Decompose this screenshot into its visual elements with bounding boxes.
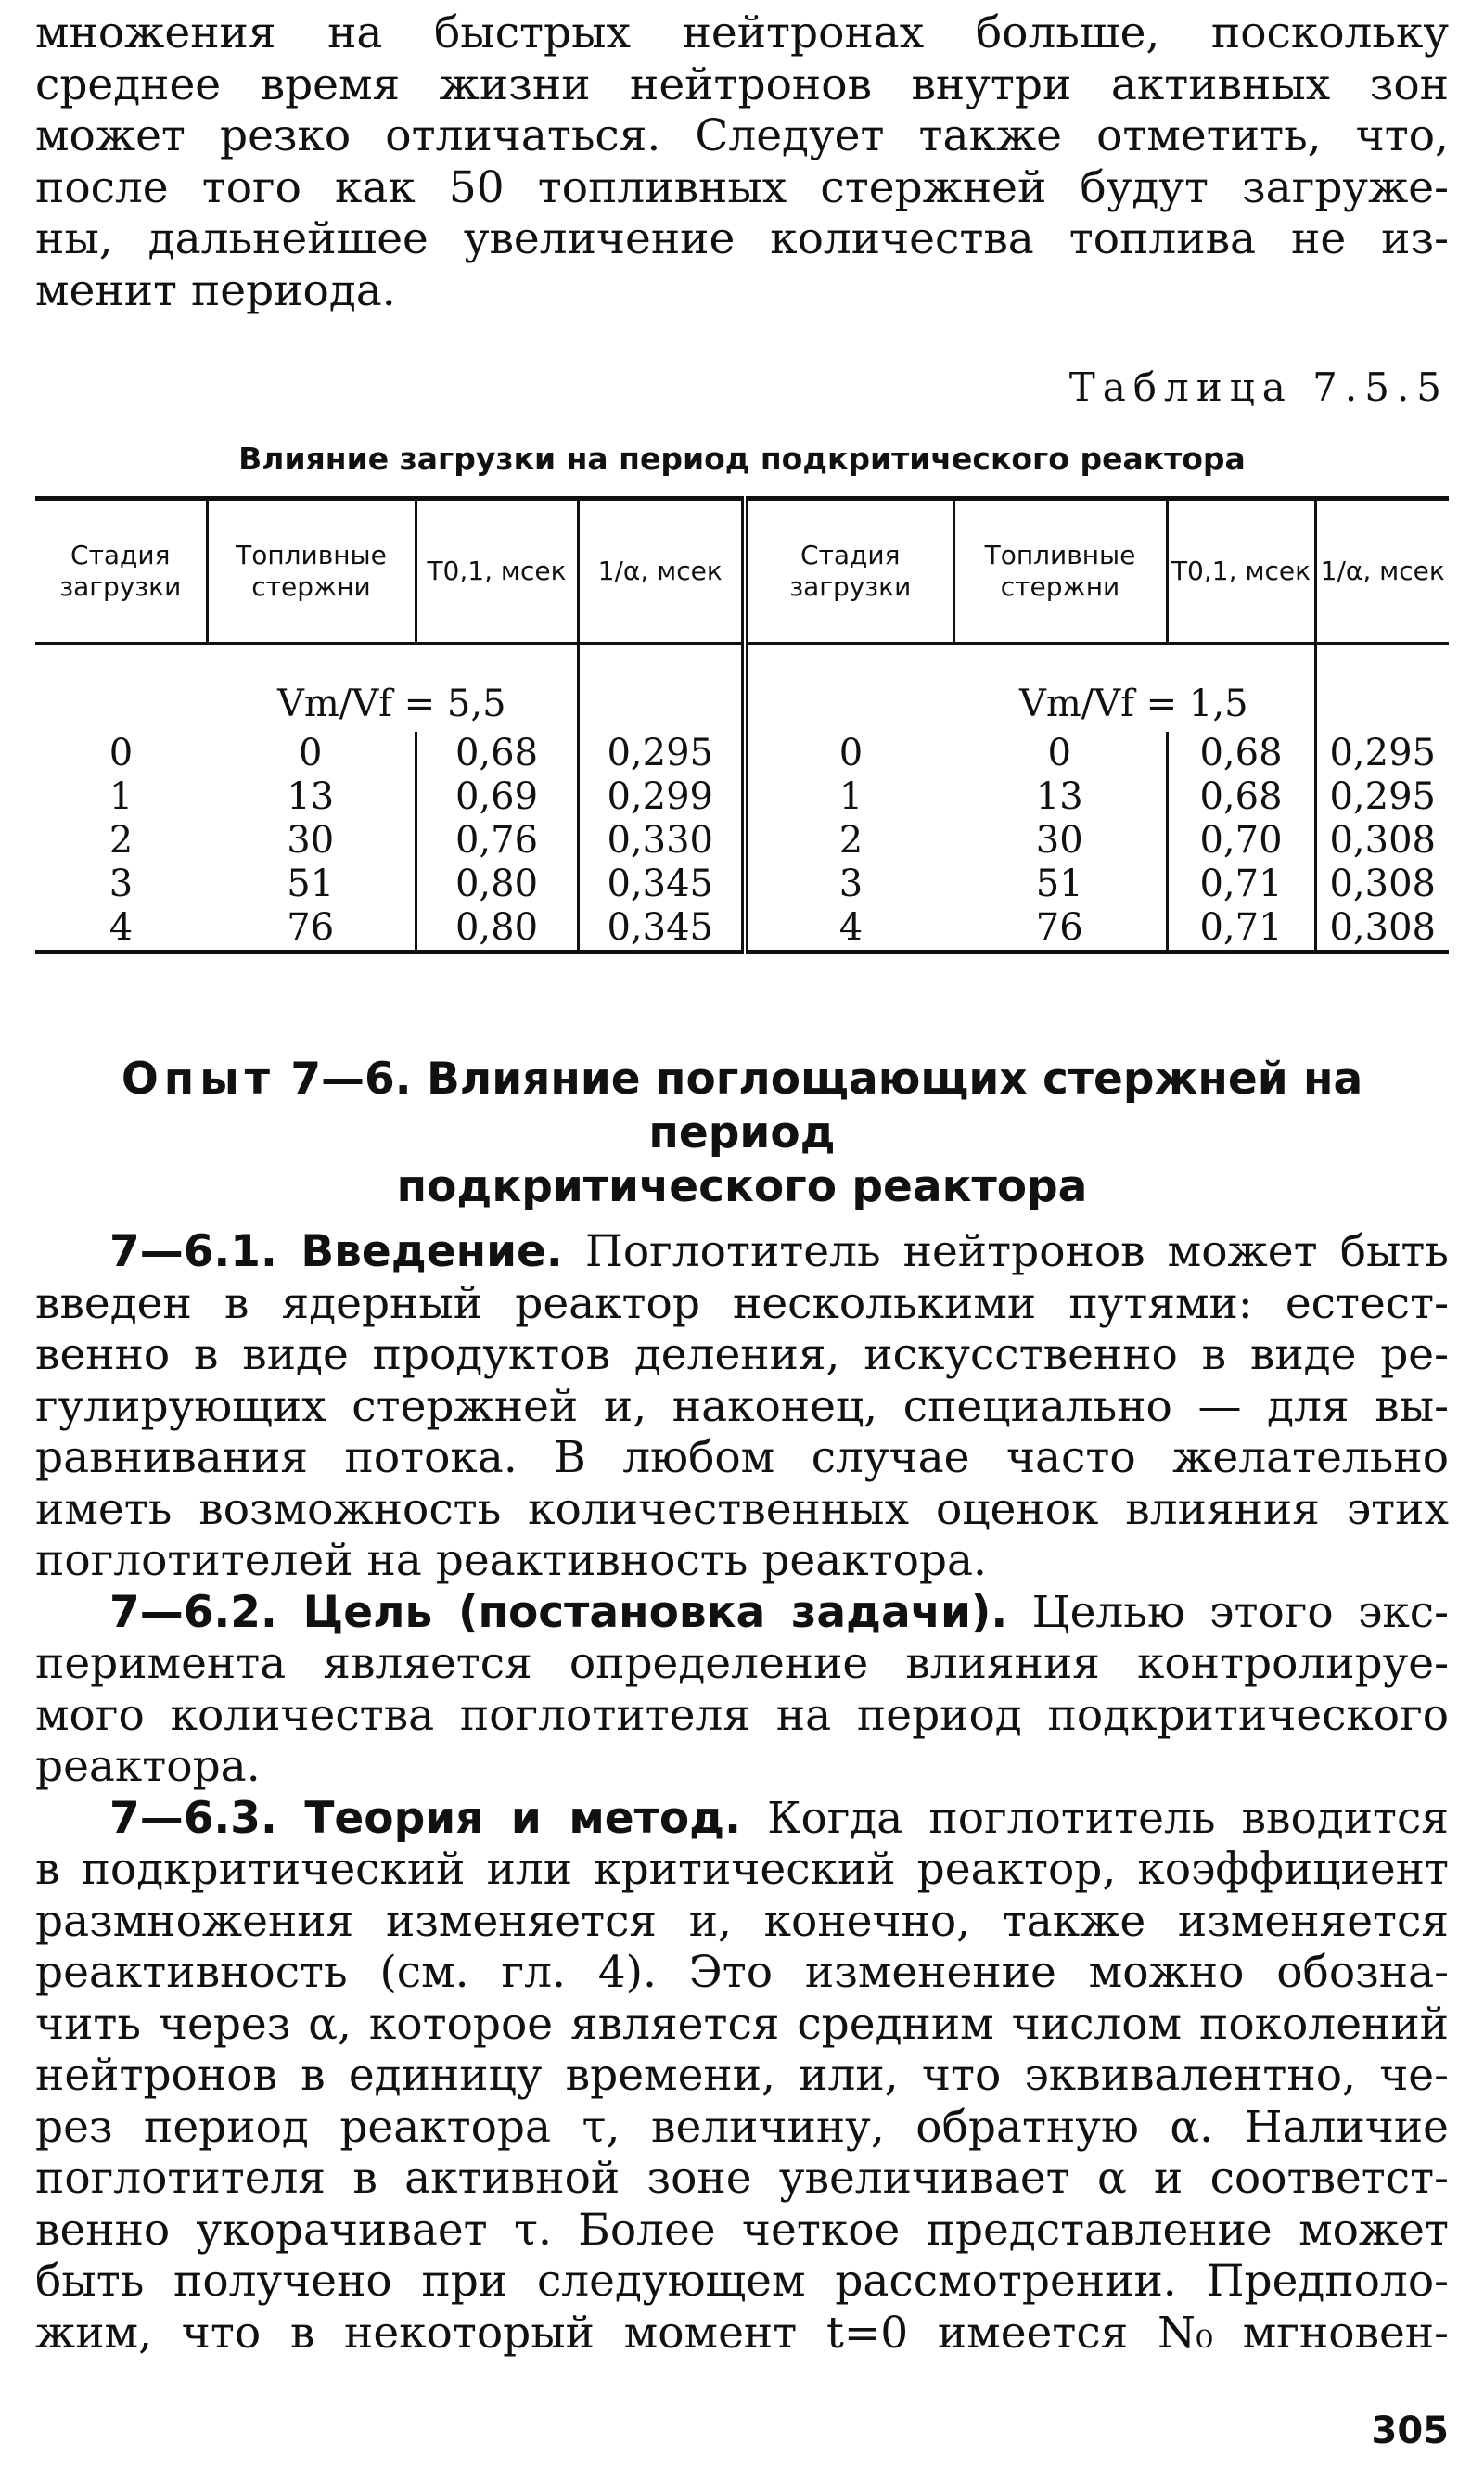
cell: 0 — [299, 732, 323, 774]
cell: 0,71 — [1167, 863, 1315, 906]
cell: 4 — [35, 906, 207, 953]
text-line: равнивания потока. В любом случае часто желательно — [35, 1432, 1449, 1483]
text-line: нейтронов в единицу времени, или, что эквивалентно, че- — [35, 2050, 1449, 2101]
text-line: гулирующих стержней и, наконец, специально — для вы- — [35, 1380, 1449, 1432]
text-line: множения на быстрых нейтронах больше, поскольку — [35, 7, 1449, 58]
text-line: в подкритический или критический реактор, коэффициент — [35, 1844, 1449, 1895]
table-row — [35, 863, 1449, 906]
cell: 2 — [109, 819, 134, 862]
cell: 0,308 — [1315, 863, 1449, 906]
section-heading — [35, 1053, 1449, 1214]
cell: 13 — [287, 775, 335, 818]
cell: 0,299 — [578, 775, 745, 819]
cell: 0,68 — [416, 732, 578, 775]
text-line: быть получено при следующем рассмотрении. Предполо- — [35, 2256, 1449, 2307]
data-table — [35, 496, 1449, 954]
table-header-row — [35, 499, 1449, 644]
text-line: рез период реактора τ, величину, обратную α. Наличие — [35, 2101, 1449, 2153]
cell: 13 — [1035, 775, 1083, 818]
cell: 0,80 — [416, 863, 578, 906]
cell: 0,69 — [416, 775, 578, 819]
page-number: 305 — [1371, 2410, 1449, 2452]
cell: 30 — [1035, 819, 1083, 862]
text-line: среднее время жизни нейтронов внутри активных зон — [35, 58, 1449, 110]
heading-line2: подкритического реактора — [396, 1161, 1088, 1212]
cell: 1 — [745, 775, 953, 819]
cell: 76 — [953, 906, 1167, 953]
text-line: 7—6.3. Теория и метод. Когда поглотитель вводится — [109, 1792, 1449, 1844]
section-label: 7—6.1. Введение. — [109, 1226, 563, 1277]
text-line: после того как 50 топливных стержней будут загруже- — [35, 161, 1449, 213]
cell: 0,308 — [1315, 819, 1449, 863]
text-line: может резко отличаться. Следует также отметить, что, — [35, 110, 1449, 161]
header-rods: Топливные стержни — [207, 499, 416, 644]
cell: 3 — [745, 863, 953, 906]
cell: 0,330 — [578, 819, 745, 863]
cell: 0,308 — [1315, 906, 1449, 953]
cell: 0 — [109, 732, 134, 774]
cell: 0,76 — [416, 819, 578, 863]
group-row — [35, 644, 1449, 733]
cell: 0,345 — [578, 863, 745, 906]
text-line: венно укорачивает τ. Более четкое представление может — [35, 2204, 1449, 2256]
header-t01: T0,1, мсек — [1167, 499, 1315, 644]
text-line: перимента является определение влияния контролируе- — [35, 1638, 1449, 1689]
text-line: поглотителя в активной зоне увеличивает α и соответст- — [35, 2153, 1449, 2204]
right-group-label: Vm/Vf = 1,5 — [1018, 683, 1248, 725]
header-t01: T0,1, мсек — [416, 499, 578, 644]
cell: 0 — [745, 732, 953, 775]
cell: 4 — [745, 906, 953, 953]
heading-prefix: Опыт — [121, 1054, 275, 1105]
cell: 30 — [287, 819, 335, 862]
text-line: размножения изменяется и, конечно, также изменяется — [35, 1895, 1449, 1947]
table-title: Влияние загрузки на период подкритического реактора — [238, 441, 1246, 477]
text-line: мого количества поглотителя на период подкритического — [35, 1689, 1449, 1741]
text-line: 7—6.1. Введение. Поглотитель нейтронов может быть — [109, 1226, 1449, 1277]
cell: 1 — [109, 775, 134, 818]
cell: 0,68 — [1167, 732, 1315, 775]
cell: 0,345 — [578, 906, 745, 953]
text-line: 7—6.2. Цель (постановка задачи). Целью этого экс- — [109, 1586, 1449, 1638]
text-line: реактора. — [35, 1741, 261, 1792]
table-row — [35, 819, 1449, 863]
text-line: иметь возможность количественных оценок влияния этих — [35, 1483, 1449, 1535]
cell: 3 — [109, 863, 134, 905]
cell: 76 — [207, 906, 416, 953]
body-text — [35, 1226, 1449, 2359]
cell: 0,80 — [416, 906, 578, 953]
cell: 0,295 — [1315, 775, 1449, 819]
text-line: поглотителей на реактивность реактора. — [35, 1535, 987, 1586]
header-inv-alpha: 1/α, мсек — [578, 499, 745, 644]
table-row — [35, 732, 1449, 775]
header-stage: Стадия загрузки — [745, 499, 953, 644]
text-line: жим, что в некоторый момент t=0 имеется N₀ мгновен- — [35, 2307, 1449, 2359]
cell: 0,68 — [1167, 775, 1315, 819]
cell: 2 — [745, 819, 953, 863]
header-stage: Стадия загрузки — [35, 499, 207, 644]
header-rods: Топливные стержни — [953, 499, 1167, 644]
cell: 0,70 — [1167, 819, 1315, 863]
cell: 0,295 — [1315, 732, 1449, 775]
table-row — [35, 906, 1449, 953]
section-label: 7—6.2. Цель (постановка задачи). — [109, 1586, 1008, 1638]
section-label: 7—6.3. Теория и метод. — [109, 1792, 741, 1844]
cell: 51 — [287, 863, 335, 905]
header-inv-alpha: 1/α, мсек — [1315, 499, 1449, 644]
text-line: менит периода. — [35, 264, 396, 316]
text-line: ны, дальнейшее увеличение количества топлива не из- — [35, 213, 1449, 264]
text-line: введен в ядерный реактор несколькими путями: естест- — [35, 1277, 1449, 1329]
intro-paragraph — [35, 7, 1449, 316]
cell: 0,295 — [578, 732, 745, 775]
text-line: реактивность (см. гл. 4). Это изменение можно обозна- — [35, 1947, 1449, 1998]
text-line: чить через α, которое является средним числом поколений — [35, 1998, 1449, 2050]
table-row — [35, 775, 1449, 819]
text-line: венно в виде продуктов деления, искусственно в виде ре- — [35, 1329, 1449, 1380]
cell: 0 — [1047, 732, 1071, 774]
heading-line1: 7—6. Влияние поглощающих стержней на период — [290, 1054, 1363, 1158]
table-label: Таблица 7.5.5 — [1068, 365, 1449, 410]
cell: 51 — [1035, 863, 1083, 905]
left-group-label: Vm/Vf = 5,5 — [276, 683, 506, 725]
cell: 0,71 — [1167, 906, 1315, 953]
